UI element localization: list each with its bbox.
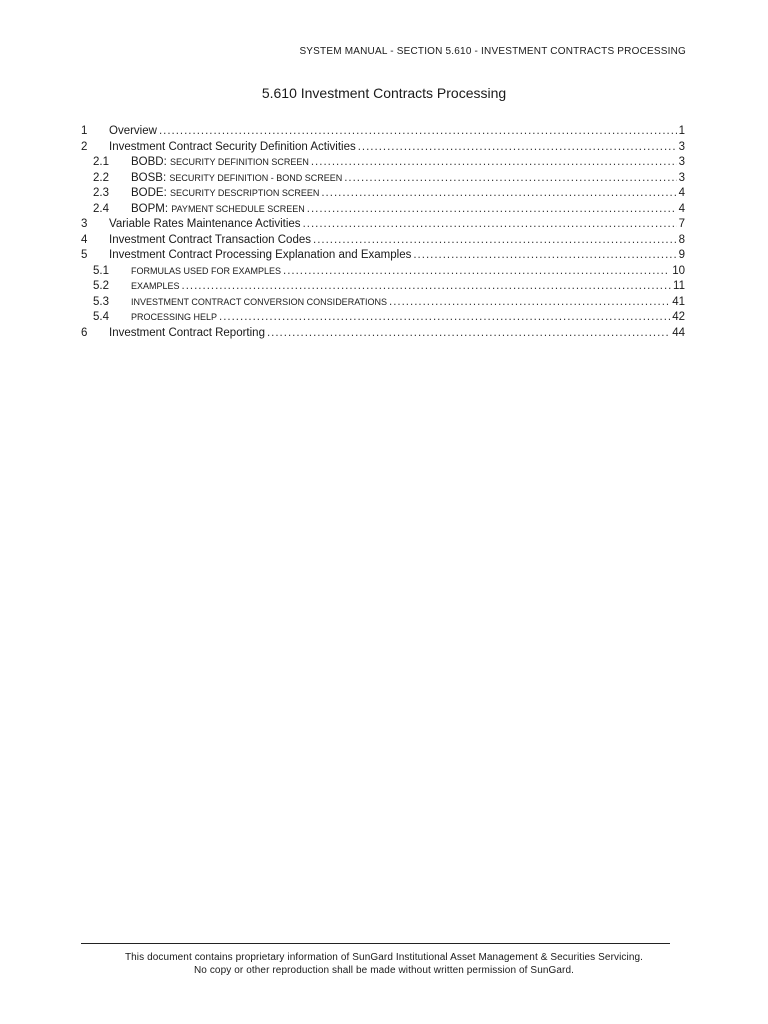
toc-entry-title: Investment Contract Security Definition Activities — [109, 140, 356, 153]
toc-entry-title — [131, 265, 281, 277]
toc-entry[interactable] — [81, 249, 685, 265]
toc-entry[interactable] — [81, 280, 685, 296]
toc-entry-code: BOPM: — [131, 202, 169, 215]
toc-entry-title — [131, 280, 180, 292]
toc-entry-page: 4 — [678, 202, 685, 215]
toc-entry[interactable] — [81, 296, 685, 312]
toc-entry[interactable] — [81, 265, 685, 281]
toc-entry[interactable] — [81, 311, 685, 327]
toc-entry-title: Investment Contract Transaction Codes — [109, 233, 311, 246]
toc-entry-number: 2 — [81, 140, 88, 153]
toc-entry-title — [131, 311, 217, 323]
footer-divider — [81, 943, 670, 944]
toc-leader-dots — [313, 234, 677, 246]
toc-entry-page: 3 — [678, 171, 685, 184]
toc-entry[interactable] — [81, 187, 685, 203]
toc-entry-page: 9 — [678, 249, 685, 261]
toc-entry-title — [131, 187, 319, 199]
toc-entry-number: 2.1 — [93, 156, 109, 168]
toc-entry-subtitle: SECURITY DEFINITION SCREEN — [170, 157, 309, 167]
toc-entry-subtitle: SECURITY DEFINITION - BOND SCREEN — [169, 172, 343, 183]
toc-entry-page: 44 — [672, 326, 685, 339]
toc-leader-dots — [283, 265, 670, 277]
toc-leader-dots — [344, 172, 676, 184]
toc-entry-page: 42 — [672, 311, 685, 323]
toc-entry-subtitle: PAYMENT SCHEDULE SCREEN — [171, 203, 305, 214]
toc-entry-subtitle: INVESTMENT CONTRACT CONVERSION CONSIDERATIONS — [131, 296, 388, 307]
toc-entry-title — [131, 203, 305, 215]
footer-line: No copy or other reproduction shall be made without written permission of SunGard. — [193, 965, 575, 976]
toc-leader-dots — [389, 296, 670, 308]
toc-entry-number: 2.3 — [93, 187, 109, 199]
toc-entry-number: 5 — [81, 249, 88, 261]
toc-entry-page: 3 — [678, 156, 685, 168]
page-title: 5.610 Investment Contracts Processing — [261, 85, 507, 101]
toc-entry-page: 4 — [678, 187, 685, 199]
toc-leader-dots — [159, 125, 677, 137]
toc-entry-title: Variable Rates Maintenance Activities — [109, 218, 301, 230]
toc-entry[interactable] — [81, 156, 685, 172]
toc-entry-subtitle: SECURITY DESCRIPTION SCREEN — [170, 188, 320, 198]
toc-entry-subtitle: PROCESSING HELP — [131, 312, 218, 322]
toc-leader-dots — [321, 187, 676, 199]
toc-leader-dots — [303, 218, 677, 230]
toc-entry[interactable] — [81, 125, 685, 141]
toc-entry[interactable] — [81, 234, 685, 250]
toc-entry-title — [131, 172, 342, 184]
toc-entry-title: Investment Contract Reporting — [109, 326, 265, 339]
toc-entry-number: 5.3 — [93, 295, 109, 308]
toc-entry[interactable] — [81, 172, 685, 188]
toc-leader-dots — [182, 280, 672, 292]
toc-entry-code: BOSB: — [131, 171, 167, 184]
toc-entry-number: 5.1 — [93, 264, 109, 277]
toc-entry-title — [131, 296, 387, 308]
toc-entry-number: 5.4 — [93, 311, 109, 323]
toc-entry-number: 6 — [81, 326, 88, 339]
toc-entry-number: 1 — [81, 125, 88, 137]
toc-leader-dots — [307, 203, 677, 215]
toc-entry-number: 5.2 — [93, 280, 109, 292]
toc-leader-dots — [358, 141, 677, 153]
toc-entry[interactable] — [81, 141, 685, 157]
toc-entry-title: Investment Contract Processing Explanation and Examples — [109, 249, 412, 261]
toc-entry-page: 8 — [678, 233, 685, 246]
toc-leader-dots — [413, 249, 676, 261]
toc-entry-number: 3 — [81, 218, 88, 230]
toc-entry-number: 2.2 — [93, 171, 109, 184]
toc-entry-number: 2.4 — [93, 202, 109, 215]
toc-entry-code: BODE: — [131, 187, 167, 199]
toc-entry-page: 3 — [678, 140, 685, 153]
toc-entry[interactable] — [81, 327, 685, 343]
toc-entry[interactable] — [81, 203, 685, 219]
footer-line: This document contains proprietary information of SunGard Institutional Asset Management & Securities Servicing. — [124, 952, 644, 963]
toc-entry-title: Overview — [109, 125, 157, 137]
toc-entry-subtitle: EXAMPLES — [131, 281, 180, 291]
toc-entry-page: 7 — [678, 218, 685, 230]
toc-entry-page: 10 — [672, 264, 685, 277]
running-header: SYSTEM MANUAL - SECTION 5.610 - INVESTMENT CONTRACTS PROCESSING — [299, 46, 686, 57]
toc-entry-subtitle: FORMULAS USED FOR EXAMPLES — [131, 265, 282, 276]
toc-entry-page: 11 — [673, 280, 685, 292]
footer — [0, 951, 768, 977]
toc-entry-title — [131, 156, 309, 168]
table-of-contents — [81, 125, 685, 342]
toc-entry-page: 41 — [672, 295, 685, 308]
toc-entry[interactable] — [81, 218, 685, 234]
toc-entry-code: BOBD: — [131, 156, 167, 168]
toc-leader-dots — [219, 311, 670, 323]
toc-leader-dots — [267, 327, 670, 339]
toc-leader-dots — [311, 156, 677, 168]
toc-entry-page: 1 — [678, 125, 685, 137]
toc-entry-number: 4 — [81, 233, 88, 246]
